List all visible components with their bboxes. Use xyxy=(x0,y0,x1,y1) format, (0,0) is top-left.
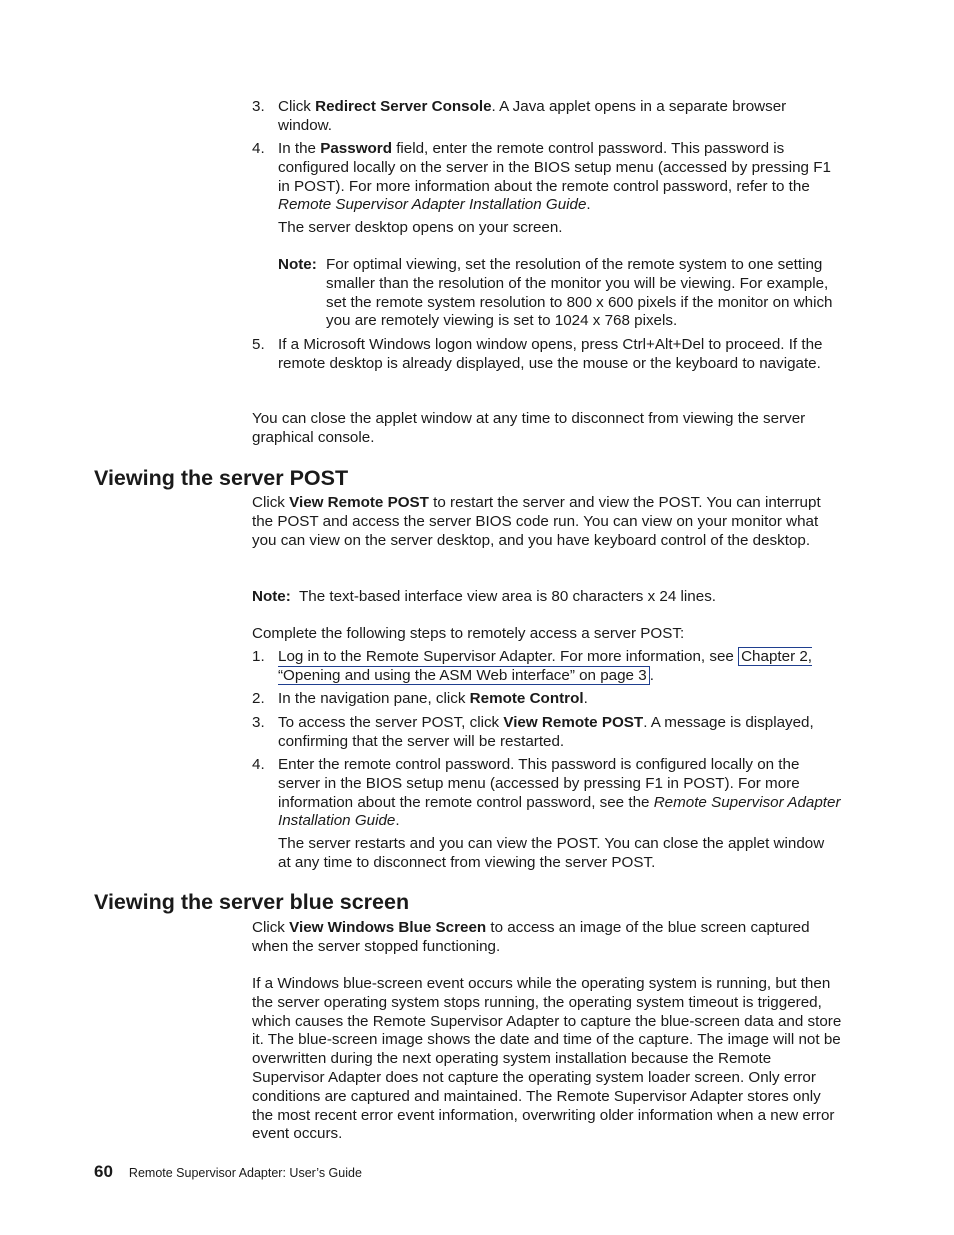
step-number: 3. xyxy=(252,714,265,731)
step-text xyxy=(278,690,844,709)
ui-term-remote-control: Remote Control xyxy=(469,690,584,707)
step-number: 3. xyxy=(252,98,265,115)
post-intro-paragraph xyxy=(252,494,842,550)
text-run: Click xyxy=(252,494,290,511)
page-number: 60 xyxy=(94,1162,113,1181)
step-text xyxy=(278,756,844,831)
ui-term-view-windows-blue-screen: View Windows Blue Screen xyxy=(289,919,487,936)
text-run: In the xyxy=(278,140,321,157)
step-text: If a Microsoft Windows logon window opens, press Ctrl+Alt+Del to proceed. If the remote desktop is already displayed, use the mouse or the keyboard to navigate. xyxy=(278,336,823,372)
blue-screen-body-paragraph: If a Windows blue-screen event occurs while the operating system is running, but then the server operating system stops running, the operating system timeout is triggered, which causes the Remote Supervisor Adapter to capture the blue-screen data and store it. The blue-screen image shows the date and time of the capture. The image will not be overwritten during the next operating system installation because the Remote Supervisor Adapter does not capture the operating system loader screen. Only error conditions are captured and maintained. The Remote Supervisor Adapter stores only the most recent error event information, overwriting older information when a new error event occurs. xyxy=(252,975,842,1143)
note-text: For optimal viewing, set the resolution of the remote system to one setting smaller than the resolution of the monitor you will be viewing. For example, set the remote system resolution to 800 x 600 pixels if the monitor on which you are remotely viewing is set to 1024 x 768 pixels. xyxy=(326,256,833,330)
ui-term-view-remote-post: View Remote POST xyxy=(289,494,429,511)
step-text xyxy=(278,140,844,215)
book-title: Remote Supervisor Adapter Installation Guide xyxy=(278,196,587,214)
text-run: . xyxy=(583,690,588,707)
page-footer xyxy=(94,1161,362,1184)
note-text: The text-based interface view area is 80 characters x 24 lines. xyxy=(298,588,717,605)
text-run: In the navigation pane, click xyxy=(278,690,470,707)
text-run: Click xyxy=(252,919,290,936)
text-run: . A Java applet opens in a separate browser window. xyxy=(278,98,787,134)
text-run: field, enter the remote control password. This password is configured locally on the server in the BIOS setup menu (accessed by pressing F1 in POST). For more information about the remote control password, refer to the xyxy=(278,140,831,195)
step-4-result: The server desktop opens on your screen. xyxy=(278,219,563,236)
text-run: Enter the remote control password. This password is configured locally on the server in the BIOS setup menu (accessed by pressing F1 in POST). For more information about the remote control password, see the xyxy=(278,756,800,811)
text-run: Click xyxy=(278,98,316,115)
note-label: Note: xyxy=(252,588,291,605)
footer-book-title: Remote Supervisor Adapter: User’s Guide xyxy=(128,1166,362,1180)
close-applet-paragraph: You can close the applet window at any time to disconnect from viewing the server graphical console. xyxy=(252,410,806,446)
step-text xyxy=(278,714,844,752)
ui-term-view-remote-post: View Remote POST xyxy=(503,714,644,731)
ui-term-password: Password xyxy=(320,140,392,157)
text-run: . xyxy=(586,196,591,214)
heading-viewing-server-post: Viewing the server POST xyxy=(94,466,349,490)
post-steps-lead: Complete the following steps to remotely access a server POST: xyxy=(252,625,685,642)
text-run: to access an image of the blue screen captured when the server stopped functioning. xyxy=(252,919,810,955)
text-run: Log in to the Remote Supervisor Adapter. For more information, see xyxy=(278,648,739,665)
text-run: To access the server POST, click xyxy=(278,714,504,731)
note-view-area xyxy=(252,588,842,607)
text-run: to restart the server and view the POST. You can interrupt the POST and access the server BIOS code run. You can view on your monitor what you can view on the server desktop, and you have keyboard control of the desktop. xyxy=(252,494,821,549)
text-run: . xyxy=(649,666,654,684)
step-text xyxy=(278,98,844,136)
heading-viewing-server-blue-screen: Viewing the server blue screen xyxy=(94,890,410,914)
note-label: Note: xyxy=(278,256,317,273)
book-title: Remote Supervisor Adapter Installation Guide xyxy=(278,793,841,830)
step-number: 4. xyxy=(252,756,265,773)
step-number: 4. xyxy=(252,140,265,157)
text-run: . xyxy=(395,812,400,830)
text-run: . A message is displayed, confirming that the server will be restarted. xyxy=(278,714,814,750)
step-number: 1. xyxy=(252,648,265,665)
ui-term-redirect-server-console: Redirect Server Console xyxy=(315,98,492,115)
blue-screen-intro-paragraph xyxy=(252,919,842,957)
step-text xyxy=(278,648,844,686)
step-number: 5. xyxy=(252,336,265,353)
chapter-2-link[interactable]: Chapter 2, “Opening and using the ASM Web interface” on page 3 xyxy=(278,648,813,684)
post-step-4-result: The server restarts and you can view the POST. You can close the applet window at any time to disconnect from viewing the server POST. xyxy=(278,835,825,871)
step-number: 2. xyxy=(252,690,265,707)
